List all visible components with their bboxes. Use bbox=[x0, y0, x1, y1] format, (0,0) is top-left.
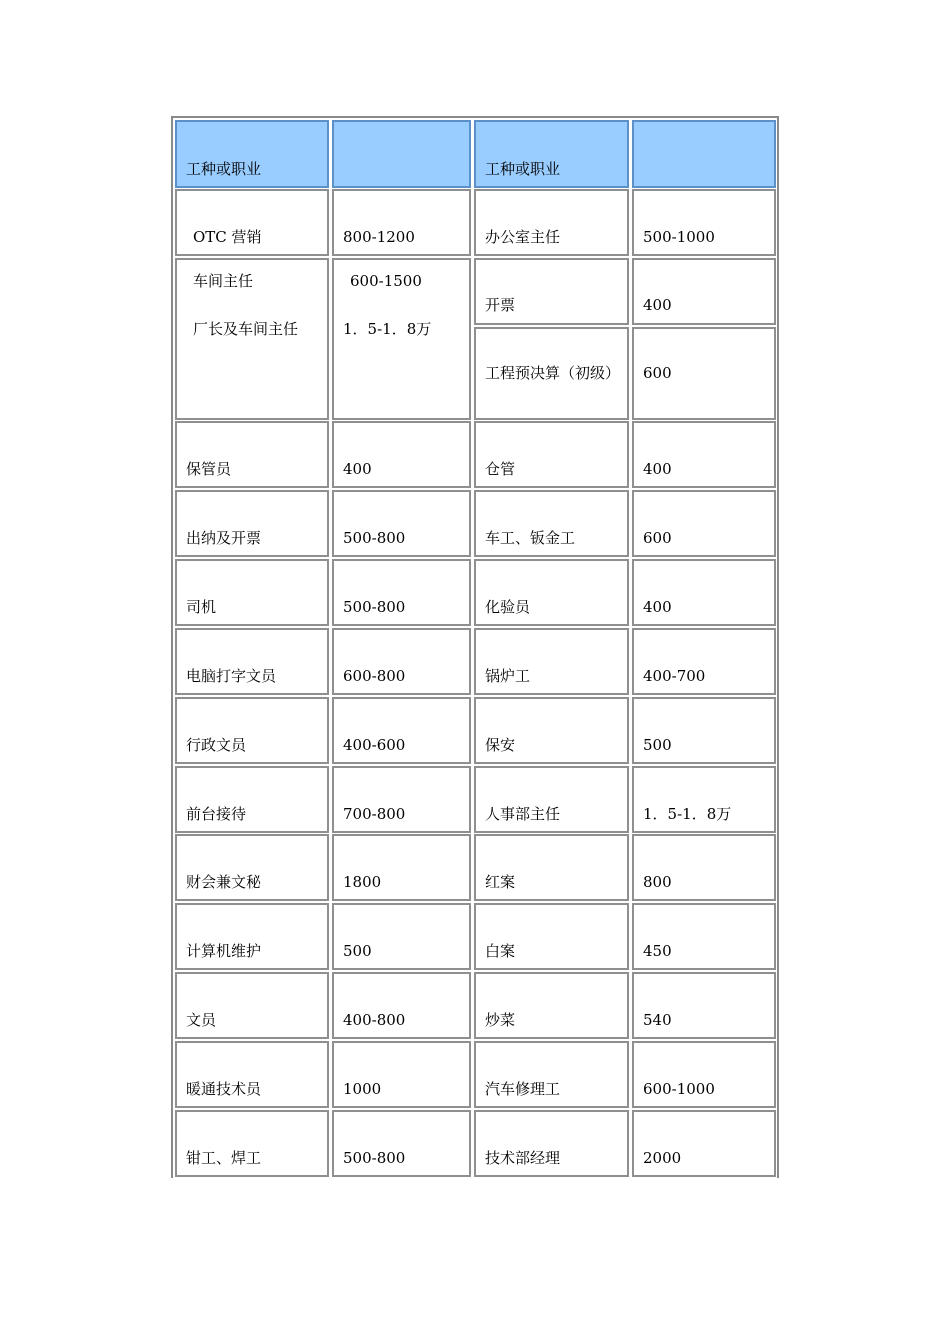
table-cell: 400-700 bbox=[632, 628, 776, 695]
table-cell: 行政文员 bbox=[175, 697, 329, 764]
table-cell: OTC 营销 bbox=[175, 189, 329, 256]
table-cell: 400 bbox=[332, 421, 471, 488]
table-cell: 电脑打字文员 bbox=[175, 628, 329, 695]
table-cell: 炒菜 bbox=[474, 972, 629, 1039]
table-cell: 500-1000 bbox=[632, 189, 776, 256]
table-cell: 400-800 bbox=[332, 972, 471, 1039]
table-cell: 700-800 bbox=[332, 766, 471, 833]
table-cell: 人事部主任 bbox=[474, 766, 629, 833]
table-cell: 400 bbox=[632, 559, 776, 626]
table-cell: 车间主任 厂长及车间主任 bbox=[175, 258, 329, 420]
table-cell: 500-800 bbox=[332, 1110, 471, 1177]
table-cell: 财会兼文秘 bbox=[175, 834, 329, 901]
table-cell: 化验员 bbox=[474, 559, 629, 626]
table-cell: 800-1200 bbox=[332, 189, 471, 256]
table-cell: 400 bbox=[632, 421, 776, 488]
table-cell: 开票 bbox=[474, 258, 629, 325]
table-cell: 办公室主任 bbox=[474, 189, 629, 256]
table-cell: 800 bbox=[632, 834, 776, 901]
table-cell: 500 bbox=[332, 903, 471, 970]
table-cell: 2000 bbox=[632, 1110, 776, 1177]
table-cell: 保管员 bbox=[175, 421, 329, 488]
table-cell: 540 bbox=[632, 972, 776, 1039]
table-cell: 汽车修理工 bbox=[474, 1041, 629, 1108]
header-label: 工种或职业 bbox=[186, 160, 262, 178]
table-cell: 500-800 bbox=[332, 559, 471, 626]
table-cell: 1000 bbox=[332, 1041, 471, 1108]
table-cell: 出纳及开票 bbox=[175, 490, 329, 557]
table-cell: 红案 bbox=[474, 834, 629, 901]
table-cell: 钳工、焊工 bbox=[175, 1110, 329, 1177]
table-cell: 400-600 bbox=[332, 697, 471, 764]
table-cell: 600 bbox=[632, 327, 776, 420]
header-cell-job-left bbox=[175, 120, 329, 188]
header-label: 工种或职业 bbox=[485, 160, 561, 178]
table-cell: 400 bbox=[632, 258, 776, 325]
table-cell: 车工、钣金工 bbox=[474, 490, 629, 557]
table-cell: 保安 bbox=[474, 697, 629, 764]
table-cell: 司机 bbox=[175, 559, 329, 626]
table-cell: 450 bbox=[632, 903, 776, 970]
header-cell-pay-left bbox=[332, 120, 471, 188]
header-cell-job-right bbox=[474, 120, 629, 188]
table-cell: 1．5-1．8万 bbox=[632, 766, 776, 833]
table-cell: 白案 bbox=[474, 903, 629, 970]
table-cell: 仓管 bbox=[474, 421, 629, 488]
table-cell: 500-800 bbox=[332, 490, 471, 557]
table-cell: 600-1500 1．5-1．8万 bbox=[332, 258, 471, 420]
header-cell-pay-right bbox=[632, 120, 776, 188]
table-cell: 暖通技术员 bbox=[175, 1041, 329, 1108]
table-cell: 工程预决算（初级） bbox=[474, 327, 629, 420]
table-cell: 文员 bbox=[175, 972, 329, 1039]
table-cell: 500 bbox=[632, 697, 776, 764]
table-cell: 1800 bbox=[332, 834, 471, 901]
table-cell: 技术部经理 bbox=[474, 1110, 629, 1177]
table-cell: 600 bbox=[632, 490, 776, 557]
table-cell: 600-1000 bbox=[632, 1041, 776, 1108]
salary-table bbox=[171, 116, 779, 1178]
table-cell: 600-800 bbox=[332, 628, 471, 695]
table-cell: 计算机维护 bbox=[175, 903, 329, 970]
table-cell: 锅炉工 bbox=[474, 628, 629, 695]
table-cell: 前台接待 bbox=[175, 766, 329, 833]
